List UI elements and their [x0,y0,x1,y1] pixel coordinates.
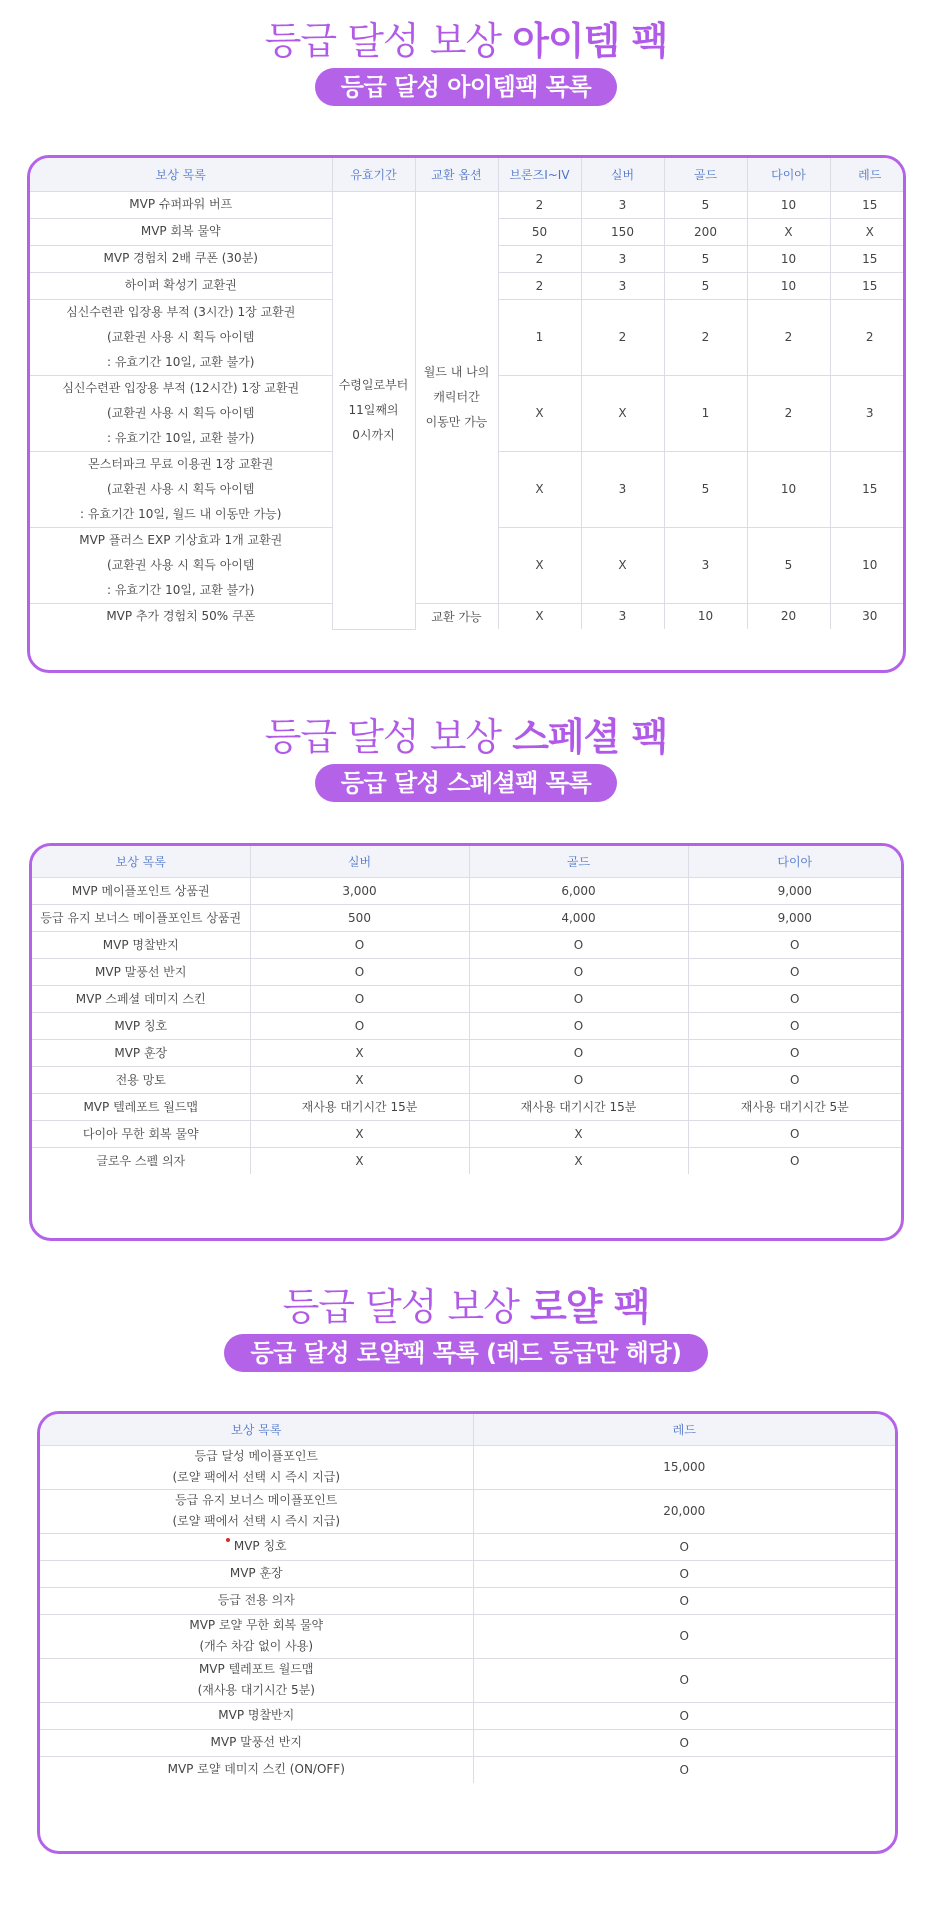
reward-value: O [469,931,688,958]
reward-name [30,272,332,299]
reward-value: X [498,527,581,603]
table-row [32,1147,901,1174]
reward-value: 10 [747,191,830,218]
reward-value: 2 [498,191,581,218]
reward-value: 5 [664,191,747,218]
column-header: 보상 목록 [32,846,250,877]
special-pack-list-badge: 등급 달성 스페셜팩 목록 [315,764,617,802]
reward-value: 1 [498,299,581,375]
cell-line: MVP 플러스 EXP 기상효과 1개 교환권 [79,532,283,547]
item-pack-list-badge: 등급 달성 아이템팩 목록 [315,68,617,106]
column-header: 골드 [469,846,688,877]
table-row [30,191,906,218]
table-row [40,1587,895,1614]
reward-value: 4,000 [469,904,688,931]
table-row [32,1012,901,1039]
validity-period [332,191,415,629]
reward-value: 재사용 대기시간 15분 [469,1093,688,1120]
cell-line: : 유효기간 10일, 월드 내 이동만 가능) [80,506,282,521]
cell-line: MVP 회복 물약 [140,224,221,238]
reward-value: O [469,1012,688,1039]
cell-line-wrap [44,1534,469,1559]
reward-value: 2 [747,375,830,451]
reward-value: 50 [498,218,581,245]
reward-value: O [473,1702,895,1729]
cell-line: MVP 텔레포트 월드맵 [198,1662,314,1676]
reward-name [30,603,332,629]
cell-line: 등급 유지 보너스 메이플포인트 [175,1493,338,1507]
cell-line: 등급 전용 의자 [217,1593,295,1607]
reward-name [40,1587,473,1614]
cell-line: (로얄 팩에서 선택 시 즉시 지급) [172,1514,341,1528]
cell-line: MVP 칭호 [233,1539,287,1553]
special-pack-title: 등급 달성 보상 스페셜 팩 [264,715,668,759]
reward-value: O [688,1039,901,1066]
column-header: 유효기간 [332,158,415,191]
reward-value: 10 [664,603,747,629]
cell-line: 월드 내 나의 [423,364,490,379]
cell-line: (재사용 대기시간 5분) [197,1683,315,1697]
column-header: 골드 [664,158,747,191]
cell-line: MVP 추가 경험치 50% 쿠폰 [106,608,256,623]
reward-value: 9,000 [688,877,901,904]
special-pack-section [0,715,932,802]
cell-line: MVP 명찰반지 [218,1708,295,1722]
cell-line: 0시까지 [352,427,395,442]
reward-name [30,527,332,603]
reward-value: X [250,1066,469,1093]
reward-name: 전용 망토 [32,1066,250,1093]
column-header: 브론즈I~IV [498,158,581,191]
cell-line: 몬스터파크 무료 이용권 1장 교환권 [88,456,274,471]
table-row [40,1560,895,1587]
cell-line: 하이퍼 확성기 교환권 [124,278,237,292]
cell-line: 11일째의 [348,402,399,417]
reward-value: X [498,603,581,629]
reward-value: O [688,931,901,958]
column-header: 다이아 [688,846,901,877]
reward-value: O [250,958,469,985]
reward-name [40,1729,473,1756]
reward-name [40,1489,473,1533]
reward-value: 5 [664,451,747,527]
table-row [40,1533,895,1560]
reward-name: 등급 유지 보너스 메이플포인트 상품권 [32,904,250,931]
reward-value: 10 [747,245,830,272]
cell-line: (교환권 사용 시 획득 아이템 [107,405,255,420]
item-pack-section [0,19,932,106]
reward-value: 200 [664,218,747,245]
reward-name [40,1756,473,1783]
table-row [30,603,906,629]
reward-value: 9,000 [688,904,901,931]
cell-line: 수령일로부터 [338,377,409,392]
cell-line: MVP 로얄 데미지 스킨 (ON/OFF) [167,1762,345,1777]
reward-value: 5 [664,245,747,272]
reward-value: O [469,1066,688,1093]
reward-value: O [469,958,688,985]
table-row [32,1066,901,1093]
reward-name: MVP 말풍선 반지 [32,958,250,985]
reward-name [40,1533,473,1560]
reward-name [40,1560,473,1587]
reward-value: O [688,1147,901,1174]
reward-value: X [830,218,906,245]
reward-value: X [469,1120,688,1147]
cell-line: 캐릭터간 [433,389,480,404]
column-header: 레드 [830,158,906,191]
reward-value: O [473,1729,895,1756]
table-row [32,877,901,904]
reward-value: O [469,1039,688,1066]
cell-line: 등급 달성 메이플포인트 [194,1449,319,1463]
reward-value: 15 [830,245,906,272]
reward-name: 다이아 무한 회복 물약 [32,1120,250,1147]
reward-value: 150 [581,218,664,245]
reward-value: O [473,1533,895,1560]
reward-value: 3 [581,272,664,299]
reward-value: 3 [581,191,664,218]
reward-value: X [250,1039,469,1066]
reward-value: X [250,1120,469,1147]
table-row [32,958,901,985]
reward-value: O [688,985,901,1012]
table-row [40,1445,895,1489]
item-pack-table [27,155,906,673]
reward-value: 3 [664,527,747,603]
table-row [32,931,901,958]
table-row [40,1489,895,1533]
reward-value: 3 [581,451,664,527]
reward-value: 2 [581,299,664,375]
reward-value: 3,000 [250,877,469,904]
cell-line: (교환권 사용 시 획득 아이템 [107,557,255,572]
reward-value: 10 [747,272,830,299]
reward-name: MVP 칭호 [32,1012,250,1039]
reward-name [40,1702,473,1729]
reward-value: 20,000 [473,1489,895,1533]
cell-line: (로얄 팩에서 선택 시 즉시 지급) [172,1470,341,1484]
red-dot-marker [226,1538,230,1542]
reward-value: O [688,958,901,985]
reward-value: 2 [664,299,747,375]
reward-value: 5 [747,527,830,603]
cell-line: 심신수련관 입장용 부적 (3시간) 1장 교환권 [66,304,296,319]
royal-pack-title: 등급 달성 보상 로얄 팩 [282,1285,650,1329]
cell-line: MVP 로얄 무한 회복 물약 [189,1618,324,1632]
reward-value: 6,000 [469,877,688,904]
table-row [40,1702,895,1729]
royal-pack-section [0,1285,932,1372]
table-row [32,904,901,931]
reward-value: 2 [830,299,906,375]
table-row [32,1120,901,1147]
reward-name [30,218,332,245]
cell-line: MVP 경험치 2배 쿠폰 (30분) [103,251,258,265]
reward-name [30,245,332,272]
reward-value: O [469,985,688,1012]
royal-pack-table [37,1411,898,1854]
reward-name [40,1445,473,1489]
reward-value: O [688,1012,901,1039]
cell-line: (교환권 사용 시 획득 아이템 [107,481,255,496]
reward-value: O [688,1066,901,1093]
reward-name [40,1658,473,1702]
table-row [32,1093,901,1120]
reward-name [30,375,332,451]
reward-value: 재사용 대기시간 5분 [688,1093,901,1120]
reward-value: X [581,375,664,451]
reward-value: 10 [747,451,830,527]
reward-value: O [250,931,469,958]
table-row [40,1658,895,1702]
special-pack-table [29,843,904,1241]
item-pack-title: 등급 달성 보상 아이템 팩 [264,19,668,63]
reward-value: 2 [498,272,581,299]
cell-line: 이동만 가능 [425,414,488,429]
reward-value: 30 [830,603,906,629]
reward-value: 500 [250,904,469,931]
reward-value: O [250,1012,469,1039]
reward-value: 3 [830,375,906,451]
reward-value: 15 [830,451,906,527]
column-header: 보상 목록 [30,158,332,191]
cell-line: : 유효기간 10일, 교환 불가) [107,354,255,369]
reward-value: O [473,1560,895,1587]
reward-value: 15 [830,191,906,218]
reward-name: MVP 텔레포트 월드맵 [32,1093,250,1120]
reward-value: 1 [664,375,747,451]
reward-value: O [473,1587,895,1614]
column-header: 보상 목록 [40,1414,473,1445]
reward-value: O [688,1120,901,1147]
column-header: 교환 옵션 [415,158,498,191]
cell-line: : 유효기간 10일, 교환 불가) [107,582,255,597]
cell-line: MVP 슈퍼파워 버프 [129,197,233,211]
table-row [32,985,901,1012]
reward-value: 2 [747,299,830,375]
reward-value: X [747,218,830,245]
reward-value: 5 [664,272,747,299]
reward-value: X [498,375,581,451]
reward-name: MVP 훈장 [32,1039,250,1066]
table-row [40,1756,895,1783]
cell-line: : 유효기간 10일, 교환 불가) [107,430,255,445]
reward-name [40,1614,473,1658]
table-row [40,1729,895,1756]
reward-value: O [473,1658,895,1702]
reward-value: X [498,451,581,527]
royal-pack-list-badge: 등급 달성 로얄팩 목록 (레드 등급만 해당) [224,1334,707,1372]
cell-line: MVP 말풍선 반지 [210,1735,302,1749]
reward-value: 15 [830,272,906,299]
reward-value: 20 [747,603,830,629]
reward-name: MVP 스페셜 데미지 스킨 [32,985,250,1012]
reward-value: X [581,527,664,603]
reward-value: O [473,1756,895,1783]
reward-value: 15,000 [473,1445,895,1489]
exchange-option [415,191,498,603]
cell-line: MVP 훈장 [229,1566,283,1580]
cell-line: 심신수련관 입장용 부적 (12시간) 1장 교환권 [62,380,300,395]
column-header: 레드 [473,1414,895,1445]
column-header: 다이아 [747,158,830,191]
cell-line: (개수 차감 없이 사용) [199,1639,314,1653]
reward-value: O [473,1614,895,1658]
table-row [40,1614,895,1658]
reward-name: 글로우 스펠 의자 [32,1147,250,1174]
reward-name [30,191,332,218]
reward-value: O [250,985,469,1012]
reward-value: 10 [830,527,906,603]
table-row [32,1039,901,1066]
reward-value: 2 [498,245,581,272]
reward-name [30,451,332,527]
reward-value: X [250,1147,469,1174]
reward-value: 3 [581,245,664,272]
reward-name: MVP 명찰반지 [32,931,250,958]
reward-value: X [469,1147,688,1174]
reward-value: 3 [581,603,664,629]
exchange-option: 교환 가능 [415,603,498,629]
reward-value: 재사용 대기시간 15분 [250,1093,469,1120]
reward-name [30,299,332,375]
reward-name: MVP 메이플포인트 상품권 [32,877,250,904]
column-header: 실버 [581,158,664,191]
column-header: 실버 [250,846,469,877]
cell-line: (교환권 사용 시 획득 아이템 [107,329,255,344]
